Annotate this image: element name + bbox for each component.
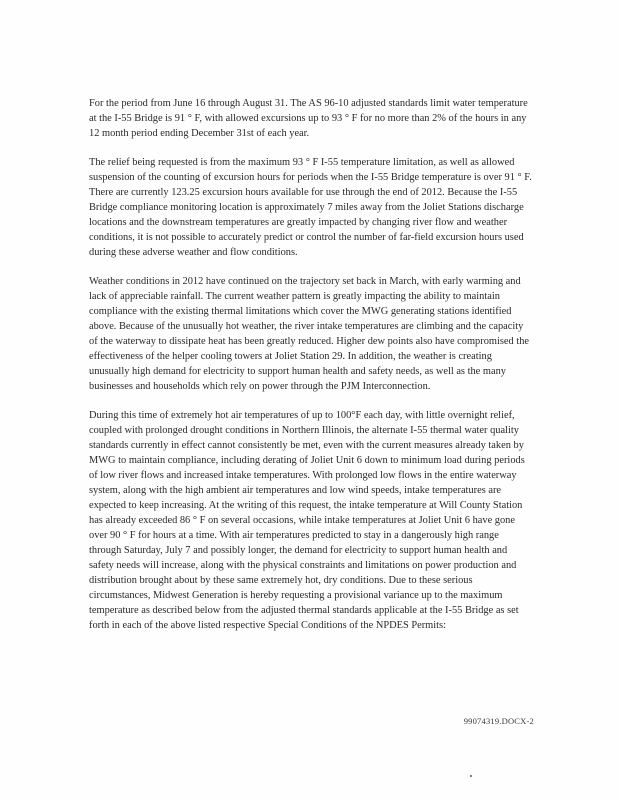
paragraph-period: For the period from June 16 through August 31. The AS 96-10 adjusted standards limit water temperature at the I-55 Bridge is 91 ° F, with allowed excursions up to 93 ° F for no more than 2% of the hours in any 12 month period ending December 31st of each year. — [89, 98, 528, 139]
scan-speck — [470, 775, 472, 777]
document-body — [89, 96, 532, 647]
paragraph-request: During this time of extremely hot air temperatures of up to 100°F each day, with little overnight relief, coupled with prolonged drought conditions in Northern Illinois, the alternate I-55 thermal water quality standards currently in effect cannot consistently be met, even with the current measures already taken by MWG to maintain compliance, including derating of Joliet Unit 6 down to minimum load during periods of low river flows and increased intake temperatures. With prolonged low flows in the entire waterway system, along with the high ambient air temperatures and low wind speeds, intake temperatures are expected to keep increasing. At the writing of this request, the intake temperature at Will County Station has already exceeded 86 ° F on several occasions, while intake temperatures at Joliet Unit 6 have gone over 90 ° F for hours at a time. With air temperatures predicted to stay in a dangerously high range through Saturday, July 7 and possibly longer, the demand for electricity to support human health and safety needs will increase, along with the physical constraints and limitations on power production and distribution brought about by these same extremely hot, dry conditions. Due to these serious circumstances, Midwest Generation is hereby requesting a provisional variance up to the maximum temperature as described below from the adjusted thermal standards applicable at the I-55 Bridge as set forth in each of the above listed respective Special Conditions of the NPDES Permits: — [89, 410, 525, 631]
paragraph-weather: Weather conditions in 2012 have continued on the trajectory set back in March, with early warming and lack of appreciable rainfall. The current weather pattern is greatly impacting the ability to maintain compliance with the existing thermal limitations which cover the MWG generating stations identified above. Because of the unusually hot weather, the river intake temperatures are climbing and the capacity of the waterway to dissipate heat has been greatly reduced. Higher dew points also have compromised the effectiveness of the helper cooling towers at Joliet Station 29. In addition, the weather is creating unusually high demand for electricity to support human health and safety needs, as well as the many businesses and households which rely on power through the PJM Interconnection. — [89, 276, 530, 392]
paragraph-relief: The relief being requested is from the maximum 93 ° F I-55 temperature limitation, as well as allowed suspension of the counting of excursion hours for periods when the I-55 Bridge temperature is over 91 ° F. There are currently 123.25 excursion hours available for use through the end of 2012. Because the I-55 Bridge compliance monitoring location is approximately 7 miles away from the Joliet Stations discharge locations and the downstream temperatures are greatly impacted by changing river flow and weather conditions, it is not possible to accurately predict or control the number of far-field excursion hours used during these adverse weather and flow conditions. — [89, 157, 532, 258]
document-footer-code: 99074319.DOCX-2 — [463, 716, 534, 726]
